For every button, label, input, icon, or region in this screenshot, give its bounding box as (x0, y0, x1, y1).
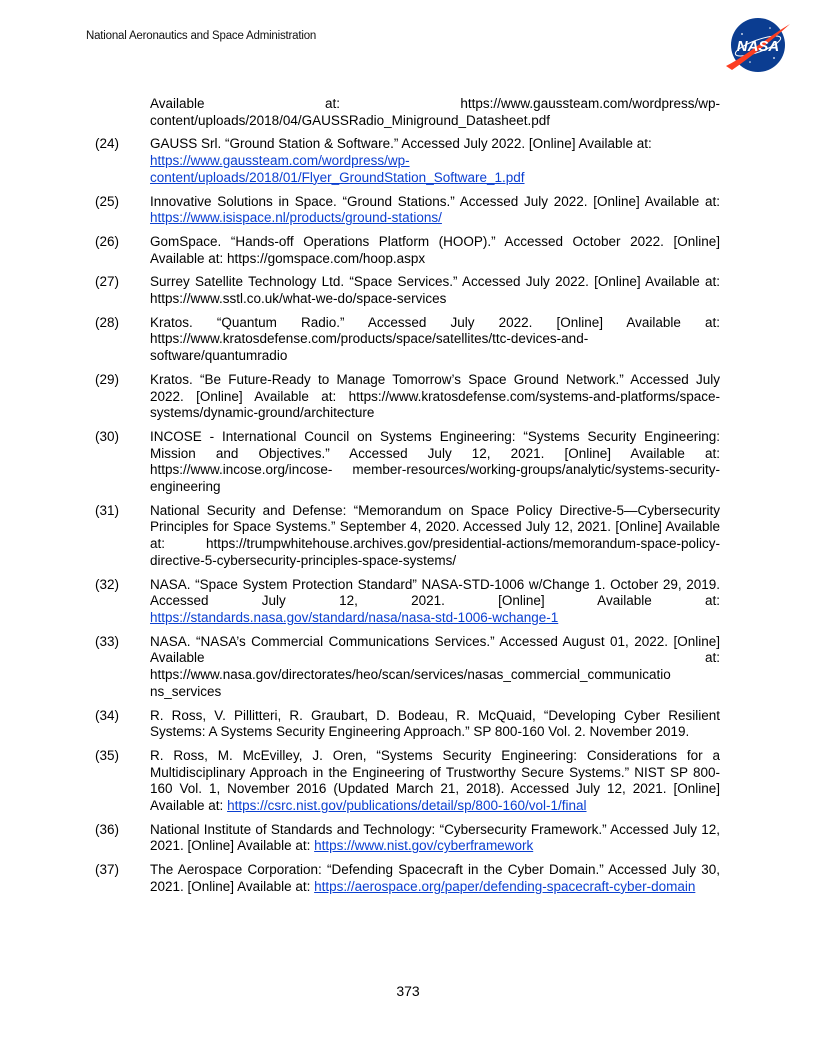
ref-32-link[interactable]: https://standards.nasa.gov/standard/nasa/nasa-std-1006-wchange-1 (150, 609, 559, 625)
ref-26-number: (26) (95, 233, 120, 249)
nasa-logo-text: NASA (736, 38, 780, 55)
page-number: 373 (396, 983, 420, 999)
reference-34 (95, 708, 720, 741)
ref-34-text: R. Ross, V. Pillitteri, R. Graubart, D. Bodeau, R. McQuaid, “Developing Cyber Resilient Systems: A Systems Security Engineering Approach.” SP 800-160 Vol. 2. November 2019. (150, 707, 720, 740)
references-list (95, 96, 720, 903)
ref-36-link[interactable]: https://www.nist.gov/cyberframework (314, 838, 534, 854)
reference-27 (95, 274, 720, 307)
ref-31-text: National Security and Defense: “Memorandum on Space Policy Directive-5—Cybersecurity Principles for Space Systems.” September 4, 2020. Accessed July 12, 2021. [Online] Available at: https://trumpwhitehouse.archives.gov/presidential-actions/memorandum-space-policy- directive-5-cybersecurity-principles-space-systems/ (150, 502, 720, 568)
ref-28-number: (28) (95, 314, 120, 330)
ref-35-link[interactable]: https://csrc.nist.gov/publications/detail/sp/800-160/vol-1/final (227, 798, 587, 814)
reference-30 (95, 429, 720, 496)
reference-24 (95, 136, 720, 186)
ref-34-number: (34) (95, 707, 120, 723)
reference-29 (95, 372, 720, 422)
reference-32 (95, 577, 720, 627)
ref-32-number: (32) (95, 576, 120, 592)
ref-24-link-part1[interactable]: https://www.gaussteam.com/wordpress/wp- (150, 153, 410, 169)
ref-30-number: (30) (95, 428, 120, 444)
ref-24-number: (24) (95, 136, 120, 152)
reference-37 (95, 862, 720, 895)
ref-23-at: at: (324, 96, 340, 111)
reference-31 (95, 503, 720, 570)
ref-24-text: GAUSS Srl. “Ground Station & Software.” Accessed July 2022. [Online] Available at: (150, 136, 652, 152)
ref-26-text: GomSpace. “Hands-off Operations Platform (HOOP).” Accessed October 2022. [Online] Available at: https://gomspace.com/hoop.aspx (150, 233, 720, 266)
ref-28-line1: Kratos. “Quantum Radio.” Accessed July 2022. [Online] Available at: (150, 314, 720, 330)
ref-28-line3: software/quantumradio (150, 348, 288, 364)
ref-29-text: Kratos. “Be Future-Ready to Manage Tomorrow’s Space Ground Network.” Accessed July 2022. [Online] Available at: https://www.kratosdefense.com/systems-and-platforms/space-systems/dynamic-ground/architecture (150, 371, 720, 421)
ref-25-link[interactable]: https://www.isispace.nl/products/ground-stations/ (150, 210, 442, 226)
reference-23-continuation (95, 96, 720, 129)
ref-33-text: NASA. “NASA’s Commercial Communications Services.” Accessed August 01, 2022. [Online] Available at: https://www.nasa.gov/directorates/heo/scan/services/nasas_commercial_communicatio ns_services (150, 633, 720, 699)
ref-27-text: Surrey Satellite Technology Ltd. “Space Services.” Accessed July 2022. [Online] Available at: https://www.sstl.co.uk/what-we-do/space-services (150, 274, 720, 307)
ref-25-text: Innovative Solutions in Space. “Ground Stations.” Accessed July 2022. [Online] Available at: (150, 193, 720, 209)
reference-26 (95, 234, 720, 267)
reference-36 (95, 822, 720, 855)
ref-37-link[interactable]: https://aerospace.org/paper/defending-spacecraft-cyber-domain (314, 878, 696, 894)
reference-28 (95, 315, 720, 365)
ref-32-text: NASA. “Space System Protection Standard” NASA-STD-1006 w/Change 1. October 29, 2019. Accessed July 12, 2021. [Online] Available at: (150, 576, 720, 609)
ref-36-text: National Institute of Standards and Technology: “Cybersecurity Framework.” Accessed July 12, 2021. [Online] Available at: (150, 821, 720, 854)
ref-25-number: (25) (95, 193, 120, 209)
ref-31-number: (31) (95, 502, 120, 518)
ref-23-available: Available (150, 96, 205, 111)
ref-36-number: (36) (95, 821, 120, 837)
ref-30-text: INCOSE - International Council on Systems Engineering: “Systems Security Engineering: Mission and Objectives.” Accessed July 12, 2021. [Online] Available at: https://www.incose.org/incose- member-resources/working-groups/analytic/systems-security-engineering (150, 428, 720, 495)
ref-37-text: The Aerospace Corporation: “Defending Spacecraft in the Cyber Domain.” Accessed July 30, 2021. [Online] Available at: (150, 862, 720, 894)
reference-33 (95, 634, 720, 701)
ref-28-line2: https://www.kratosdefense.com/products/space/satellites/ttc-devices-and- (150, 331, 589, 347)
ref-35-text: R. Ross, M. McEvilley, J. Oren, “Systems Security Engineering: Considerations for a Multidisciplinary Approach in the Engineering of Trustworthy Secure Systems.” NIST SP 800-160 Vol. 1, November 2016 (Updated March 21, 2018). Accessed July 12, 2021. [Online] Available at: (150, 747, 720, 814)
ref-37-number: (37) (95, 862, 120, 878)
ref-27-number: (27) (95, 274, 120, 290)
ref-23-url-part2: content/uploads/2018/04/GAUSSRadio_Miniground_Datasheet.pdf (150, 112, 551, 128)
header-organization-name: National Aeronautics and Space Administration (86, 30, 317, 42)
reference-35 (95, 748, 720, 815)
nasa-logo-icon (722, 16, 792, 74)
ref-24-link-part2[interactable]: content/uploads/2018/01/Flyer_GroundStation_Software_1.pdf (150, 169, 525, 185)
ref-23-url-part1: https://www.gaussteam.com/wordpress/wp- (460, 96, 720, 111)
reference-25 (95, 194, 720, 227)
ref-35-number: (35) (95, 747, 120, 763)
ref-29-number: (29) (95, 371, 120, 387)
ref-33-number: (33) (95, 633, 120, 649)
